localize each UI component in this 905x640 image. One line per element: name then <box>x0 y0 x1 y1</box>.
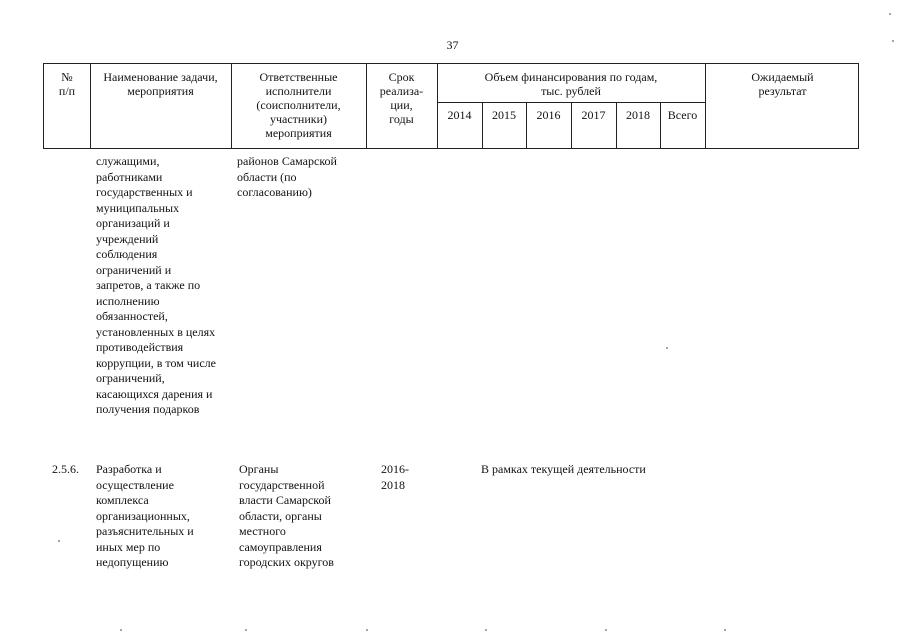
header-col-term: Срок реализа- ции, годы <box>379 70 424 126</box>
year-2018: 2018 <box>626 108 650 122</box>
header-col-funding: Объем финансирования по годам, тыс. рублей <box>484 70 658 98</box>
row-term: 2016- 2018 <box>381 462 409 492</box>
row-funding: В рамках текущей деятельности <box>481 462 646 476</box>
scan-speck <box>58 540 60 542</box>
scan-speck <box>366 629 368 631</box>
year-2014: 2014 <box>447 108 472 122</box>
row-name: служащими, работниками государственных и муниципальных организаций и учреждений соблюдения ограничений и запретов, а также по исполнению обязанностей, установленных в целях противодействия коррупции, в том числе ограничений, касающихся дарения и получения подарков <box>96 154 216 416</box>
table-header <box>43 63 859 149</box>
row-responsible: Органы государственной власти Самарской области, органы местного самоуправления городских округов <box>239 462 334 569</box>
header-col-number: № п/п <box>58 70 76 98</box>
scan-speck <box>120 629 122 631</box>
header-col-result: Ожидаемый результат <box>751 70 814 98</box>
scan-speck <box>245 629 247 631</box>
year-total: Всего <box>667 108 698 122</box>
header-col-name: Наименование задачи, мероприятия <box>103 70 218 98</box>
header-col-responsible: Ответственные исполнители (соисполнители, участники) мероприятия <box>256 70 341 140</box>
row-number: 2.5.6. <box>52 462 79 476</box>
scan-speck <box>724 629 726 631</box>
page-number: 37 <box>446 38 459 52</box>
year-2017: 2017 <box>581 108 606 122</box>
row-name: Разработка и осуществление комплекса организационных, разъяснительных и иных мер по недопущению <box>96 462 194 569</box>
year-2015: 2015 <box>492 108 516 122</box>
scan-speck <box>605 629 607 631</box>
row-responsible: районов Самарской области (по согласованию) <box>237 154 337 199</box>
year-2016: 2016 <box>536 108 561 122</box>
scan-speck <box>485 629 487 631</box>
scan-speck <box>889 13 891 15</box>
scan-speck <box>892 40 894 42</box>
scan-speck <box>666 347 668 349</box>
